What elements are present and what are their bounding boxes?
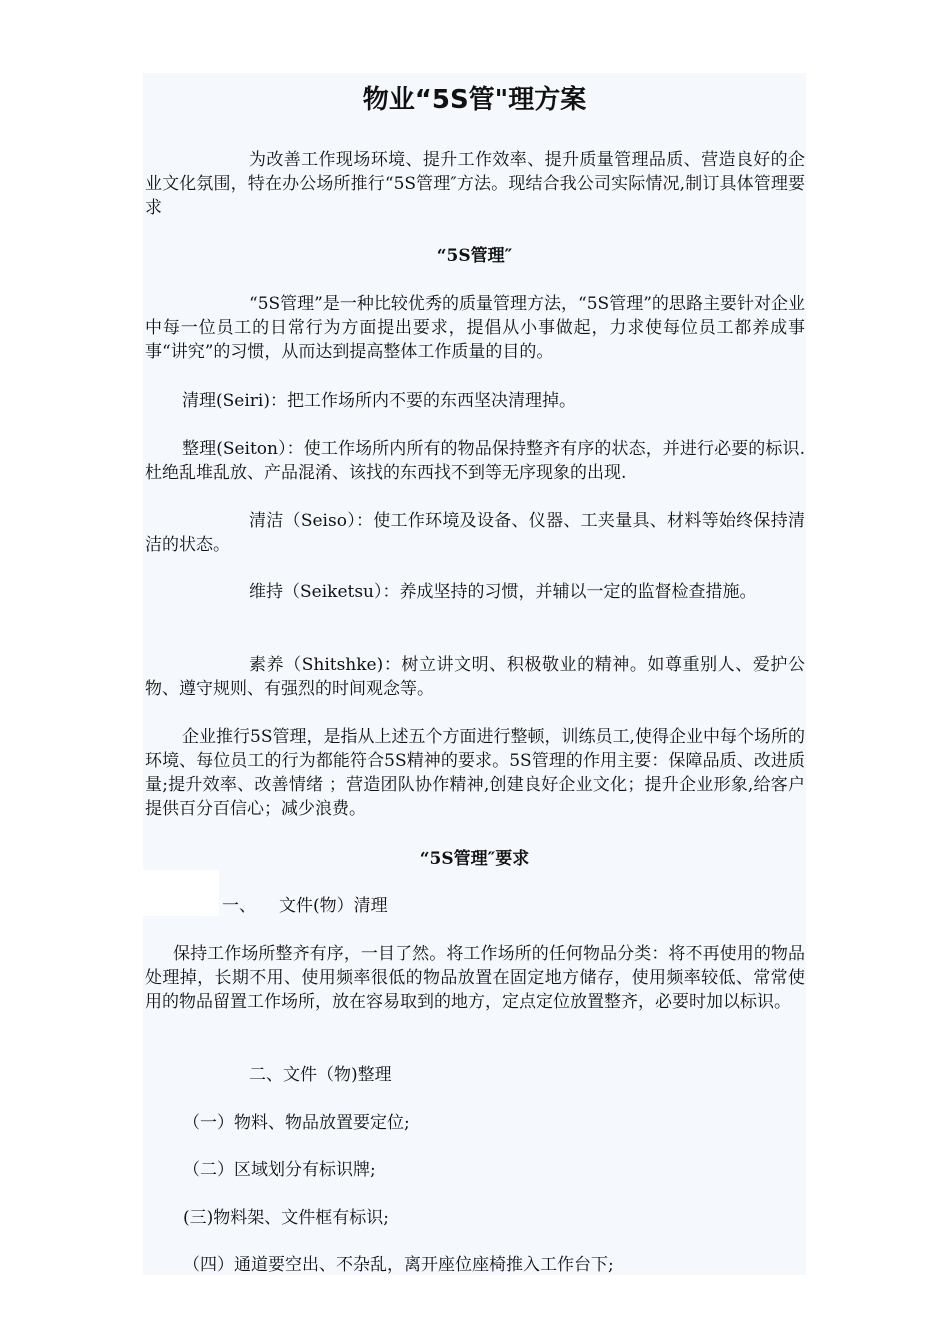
intro-paragraph: 为改善工作现场环境、提升工作效率、提升质量管理品质、营造良好的企业文化氛围，特在办公场所推行“5S管理″方法。现结合我公司实际情况,制订具体管理要求 bbox=[145, 150, 805, 218]
list-item: (三)物料架、文件框有标识; bbox=[183, 1208, 389, 1228]
list-item: （一）物料、物品放置要定位; bbox=[183, 1113, 410, 1133]
list-item: （二）区域划分有标识牌; bbox=[183, 1160, 376, 1180]
title-suffix: 方案 bbox=[534, 85, 587, 115]
subsection-1-number: 一、 bbox=[222, 896, 256, 916]
subsection-2-title: 二、文件（物)整理 bbox=[249, 1065, 392, 1085]
summary-paragraph: 企业推行5S管理，是指从上述五个方面进行整顿，训练员工,使得企业中每个场所的环境、每位员工的行为都能符合5S精神的要求。5S管理的作用主要：保障品质、改进质量;提升效率、改善情绪 ；营造团队协作精神,创建良好企业文化；提升企业形象,给客户提供百分百信心；减少浪费。 bbox=[145, 727, 805, 819]
item-seiso: 清洁（Seiso）：使工作环境及设备、仪器、工夹量具、材料等始终保持清洁的状态。 bbox=[145, 511, 805, 555]
item-seiton: 整理(Seiton）：使工作场所内所有的物品保持整齐有序的状态，并进行必要的标识.杜绝乱堆乱放、产品混淆、该找的东西找不到等无序现象的出现. bbox=[145, 439, 805, 483]
subsection-1-body: 保持工作场所整齐有序，一目了然。将工作场所的任何物品分类：将不再使用的物品处理掉，长期不用、使用频率很低的物品放置在固定地方储存，使用频率较低、常常使用的物品留置工作场所，放在容易取到的地方，定点定位放置整齐，必要时加以标识。 bbox=[145, 944, 805, 1012]
title-main: 物业“5S管"理 bbox=[362, 85, 535, 115]
item-seiri: 清理(Seiri)：把工作场所内不要的东西坚决清理掉。 bbox=[182, 391, 576, 411]
blank-patch bbox=[143, 870, 219, 916]
subsection-1-title: 文件(物）清理 bbox=[279, 896, 388, 916]
section-heading-requirements: “5S管理″要求 bbox=[419, 849, 530, 869]
list-item: （四）通道要空出、不杂乱，离开座位座椅推入工作台下; bbox=[183, 1255, 614, 1275]
item-seiketsu: 维持（Seiketsu）：养成坚持的习惯，并辅以一定的监督检查措施。 bbox=[249, 582, 757, 602]
section-heading-5s: “5S管理″ bbox=[436, 246, 513, 266]
item-shitshke: 素养（Shitshke)：树立讲文明、积极敬业的精神。如尊重别人、爱护公物、遵守规则、有强烈的时间观念等。 bbox=[145, 655, 805, 699]
document-title bbox=[143, 84, 806, 116]
definition-paragraph: “5S管理”是一种比较优秀的质量管理方法，“5S管理”的思路主要针对企业中每一位员工的日常行为方面提出要求，提倡从小事做起，力求使每位员工都养成事事“讲究”的习惯，从而达到提高整体工作质量的目的。 bbox=[145, 294, 805, 362]
